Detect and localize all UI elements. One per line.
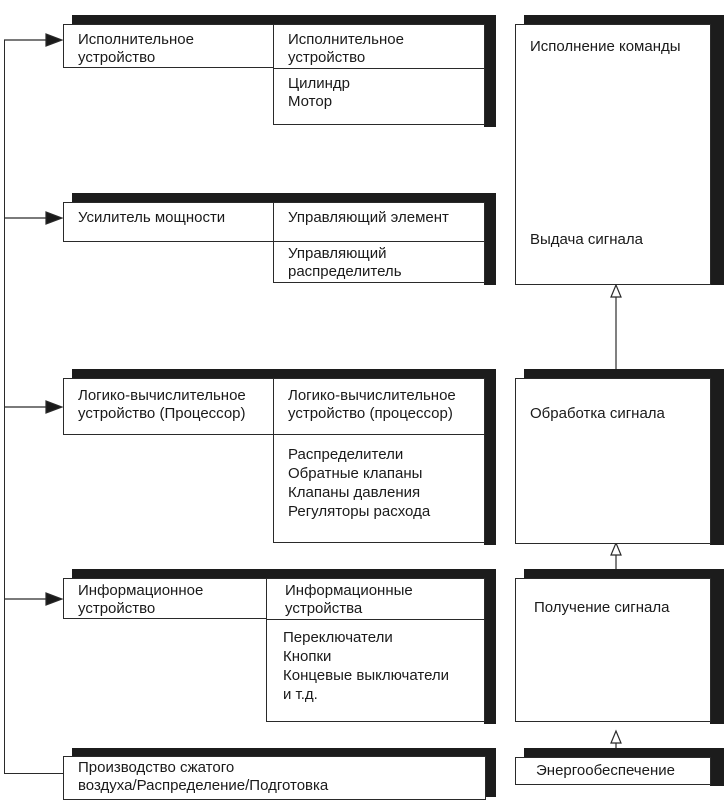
detail-divider (274, 241, 485, 242)
level-detail-box (273, 202, 485, 283)
flow-input-label: Получение сигнала (534, 599, 670, 616)
level-name: Усилитель мощности (78, 209, 226, 226)
level-detail-box (273, 24, 485, 125)
level-name: Исполнительное устройство (78, 31, 194, 66)
supply-label: Производство сжатого воздуха/Распределение/Подготовка (78, 759, 329, 794)
level-name-box (63, 378, 274, 435)
flow-energy-label: Энергообеспечение (536, 762, 675, 779)
feed-arrow-head-2 (46, 212, 62, 224)
flow-processing-label: Обработка сигнала (530, 405, 665, 422)
level-name: Информационное устройство (78, 582, 204, 617)
detail-title: Логико-вычислительное устройство (процессор) (288, 387, 456, 422)
feed-arrow-head-3 (46, 401, 62, 413)
feed-arrow-head-1 (46, 34, 62, 46)
supply-box (63, 756, 486, 800)
detail-items: Цилиндр Мотор (288, 75, 350, 110)
level-name: Логико-вычислительное устройство (Процессор) (78, 387, 246, 422)
detail-items: Распределители Обратные клапаны Клапаны давления Регуляторы расхода (288, 446, 431, 520)
detail-items: Управляющий распределитель (288, 245, 402, 280)
detail-title: Исполнительное устройство (288, 31, 404, 66)
flow-processing-box (515, 378, 711, 544)
flow-output-label: Выдача сигнала (530, 231, 643, 248)
level-name-box (63, 578, 267, 619)
flow-arrowhead-to-execution (611, 285, 621, 297)
detail-divider (274, 434, 485, 435)
detail-title: Информационные устройства (285, 582, 413, 617)
flow-execution-box (515, 24, 711, 285)
flow-energy-box (515, 757, 711, 785)
level-name-box (63, 24, 274, 68)
level-detail-box (273, 378, 485, 543)
detail-divider (267, 619, 485, 620)
level-detail-box (266, 578, 485, 722)
detail-items: Переключатели Кнопки Концевые выключатели и т.д. (283, 629, 450, 703)
flow-arrowhead-to-input (611, 731, 621, 743)
detail-title: Управляющий элемент (288, 209, 449, 226)
level-name-box (63, 202, 274, 242)
flow-arrowhead-to-processing (611, 543, 621, 555)
flow-input-box (515, 578, 711, 722)
flow-execution-label: Исполнение команды (530, 38, 681, 55)
detail-divider (274, 68, 485, 69)
feed-arrow-head-4 (46, 593, 62, 605)
